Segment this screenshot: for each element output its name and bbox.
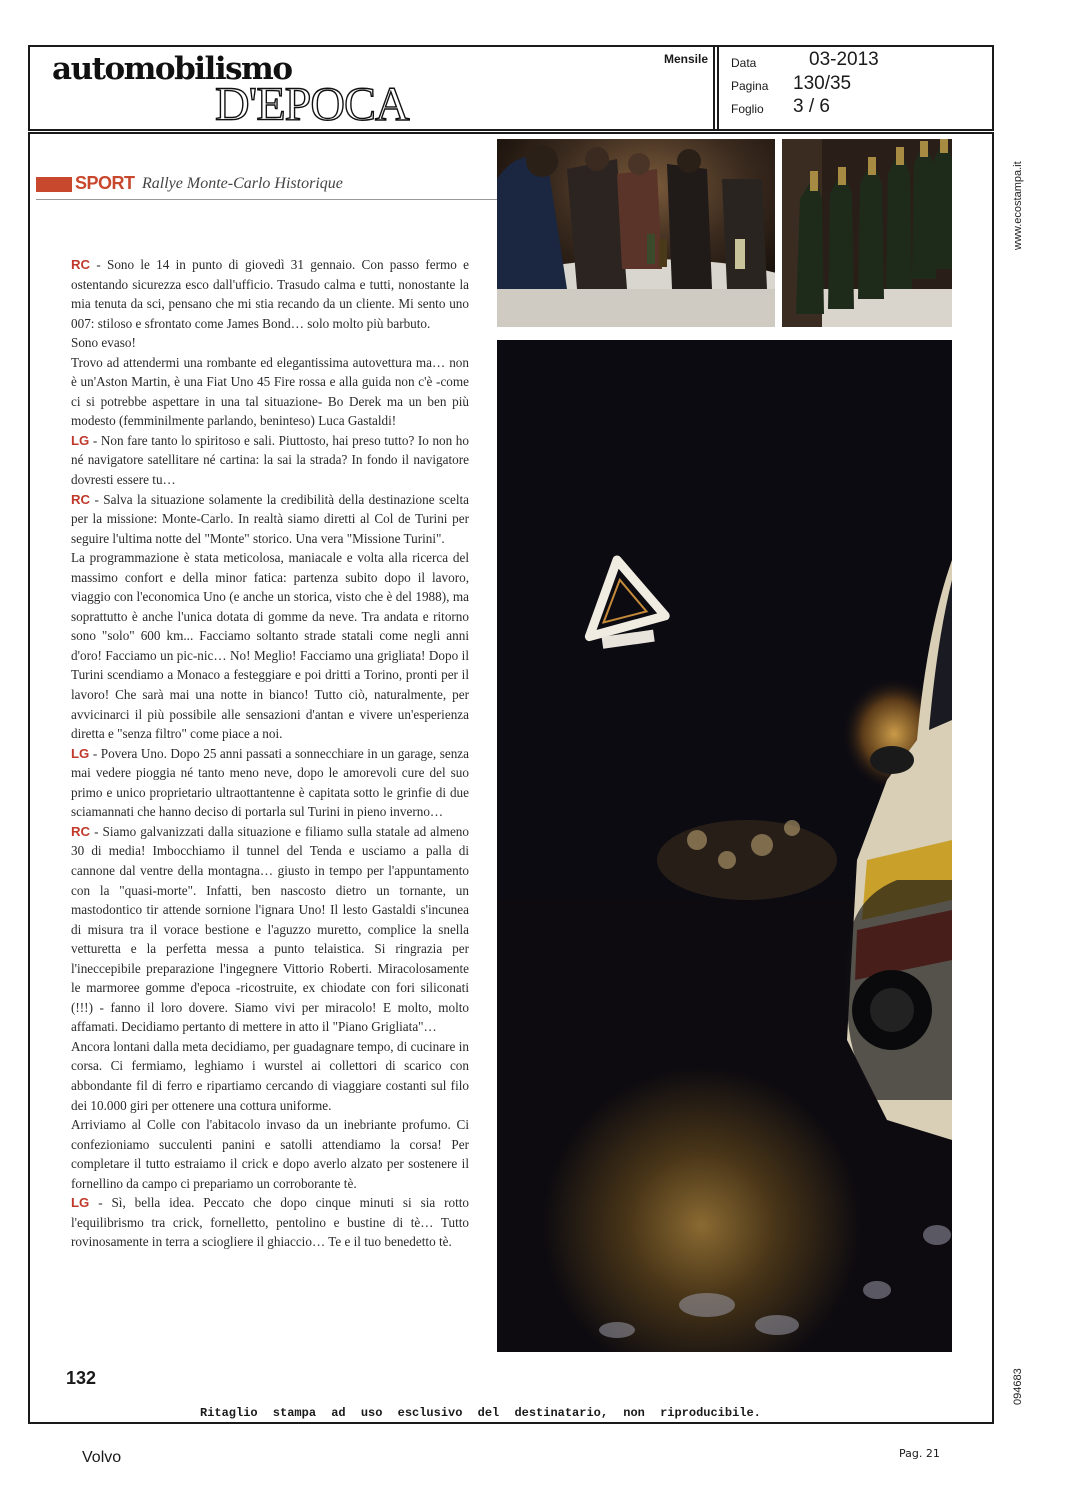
article-paragraph (71, 1193, 469, 1252)
pagina-label: Pagina (731, 79, 769, 93)
article-paragraph (71, 490, 469, 549)
article-paragraph (71, 333, 469, 353)
speaker-initials: LG (71, 745, 90, 761)
speaker-initials: LG (71, 432, 90, 448)
section-tag: SPORT (75, 173, 135, 193)
paragraph-text: Arriviamo al Colle con l'abitacolo invaso da un inebriante profumo. Ci confezioniamo succulenti panini e satolli attendiamo la corsa! Per completare il tutto estraiamo il crick e dopo averlo alzato per sostenere il fornellino da campo ci prepariamo un corroborante tè. (71, 1117, 469, 1191)
section-subtitle: Rallye Monte-Carlo Historique (142, 175, 343, 192)
footer-page: Pag. 21 (899, 1447, 940, 1460)
paragraph-text: - Non fare tanto lo spiritoso e sali. Piuttosto, hai preso tutto? Io non ho né navigatore satellitare né cartina: la sai la strada? In fondo il navigatore dovresti essere tu… (71, 432, 469, 488)
speaker-initials: RC (71, 823, 91, 839)
magazine-logo-top: automobilismo (52, 51, 292, 87)
paragraph-text: - Siamo galvanizzati dalla situazione e filiamo sulla statale ad almeno 30 di media! Imbocchiamo il tunnel del Tenda e usciamo a palla di cannone dal ventre della montagna… giusto in tempo per l'appuntamento con la "quasi-morte". Infatti, ben nascosto dietro un tornante, un mastodontico tir attende sornione l'ignara Uno! Il lesto Gastaldi s'incunea di misura tra il vorace bestione e l'aguzzo muretto, complice la snella vetturetta e la perfetta messa a punto telaistica. Si ringrazia per l'ineccepibile preparazione l'ingegnere Vittorio Roberti. Miracolosamente le marmoree gomme d'epoca -ricostruite, ex chiodate con fori siliconati (!!!) - fanno il loro dovere. Siamo vivi per miracolo! E molto, molto affamati. Decidiamo pertanto di mettere in atto il "Piano Grigliata"… (71, 823, 469, 1035)
article-paragraph (71, 353, 469, 431)
paragraph-text: - Povera Uno. Dopo 25 anni passati a sonnecchiare in un garage, senza mai vedere pioggia né tanto meno neve, dopo le amorevoli cure del suo primo e unico proprietario ultraottantenne è capitata sotto le grinfie di due sciamannati che hanno deciso di portarla sul Turini in pieno inverno… (71, 745, 469, 820)
speaker-initials: RC (71, 257, 91, 272)
article-paragraph (71, 1115, 469, 1193)
photo-champagne (782, 139, 952, 327)
foglio-label: Foglio (731, 102, 764, 116)
speaker-initials: LG (71, 1195, 90, 1211)
masthead-divider (713, 47, 715, 129)
paragraph-text: Trovo ad attendermi una rombante ed elegantissima autovettura ma… non è un'Aston Martin, è una Fiat Uno 45 Fire rossa e alla guida non c'è -come ci si potrebbe aspettare in una tal situazione- Bo Derek ma un ben più modesto (femminilmente parlando, beninteso) Luca Gastaldi! (71, 354, 469, 429)
paragraph-text: - Salva la situazione solamente la credibilità della destinazione scelta per la missione: Monte-Carlo. In realtà siamo diretti al Col de Turini per seguire l'ultima notte del "Monte" storico. Una vera "Missione Turini". (71, 491, 469, 546)
speaker-initials: RC (71, 491, 91, 507)
paragraph-text: La programmazione è stata meticolosa, maniacale e volta alla ricerca del massimo confort e della minor fatica: partenza subito dopo il lavoro, viaggio con l'economica Uno (e anche un storica, visto che è del 1988), ma soprattutto è anche l'unica dotata di gomme da neve. Tra andata e ritorno sono "solo" 600 km... Facciamo soltanto strade statali come negli anni d'oro! Facciamo un pic-nic… No! Meglio! Facciamo una grigliata! Dopo il Turini scendiamo a Monaco a festeggiare e poi dritti a Torino, pronti per il lavoro! Che sarà mai una notte in bianco! Tutto ciò, naturalmente, per avvicinarci il più possibile alle sensazioni d'antan e vivere un'esperienza diretta e "senza filtro" come piace a noi. (71, 550, 469, 742)
page-number: 132 (66, 1368, 97, 1388)
frequency-label: Mensile (664, 52, 709, 66)
article-paragraph (71, 255, 469, 333)
article-paragraph (71, 822, 469, 1037)
side-code: 094683 (1012, 1368, 1024, 1405)
article-paragraph (71, 744, 469, 822)
section-rule (36, 199, 498, 200)
magazine-logo-bottom: D'EPOCA (215, 78, 409, 131)
article-body (71, 255, 469, 1252)
article-paragraph (71, 431, 469, 490)
foglio-value: 3 / 6 (793, 96, 830, 117)
data-label: Data (731, 56, 757, 70)
footer-client: Volvo (82, 1449, 122, 1466)
masthead-divider (717, 47, 719, 129)
paragraph-text: Ancora lontani dalla meta decidiamo, per guadagnare tempo, di cucinare in corsa. Ci fermiamo, leghiamo i wurstel ai collettori di scarico con abbondante fil di ferro e ripartiamo cercando di viaggiare costanti sul filo dei 10.000 giri per ottenere una cottura uniforme. (71, 1038, 469, 1113)
photo-crowd (497, 139, 775, 327)
data-value: 03-2013 (809, 49, 879, 70)
article-paragraph (71, 548, 469, 743)
paragraph-text: Sono evaso! (71, 335, 136, 351)
pagina-value: 130/35 (793, 73, 852, 94)
paragraph-text: - Sono le 14 in punto di giovedì 31 gennaio. Con passo fermo e ostentando sicurezza esco dall'ufficio. Trasudo calma e tutti, nonostante la mia tenuta da sci, pensano che mi stia recando da un cliente. Mi sento uno 007: stiloso e sfrontato come James Bond… solo molto più barbuto. (71, 257, 469, 331)
clipping-notice: Ritaglio stampa ad uso esclusivo del destinatario, non riproducibile. (200, 1406, 761, 1420)
section-accent-bar (36, 177, 72, 192)
photo-night-rally (497, 340, 952, 1352)
masthead-frame (28, 45, 994, 131)
side-url: www.ecostampa.it (1012, 161, 1024, 250)
article-paragraph (71, 1037, 469, 1115)
paragraph-text: - Sì, bella idea. Peccato che dopo cinque minuti si sia rotto l'equilibrismo tra crick, fornelletto, pentolino e bustine di tè… Tutto rovinosamente in terra a sciogliere il ghiaccio… Te e il tuo benedetto tè. (71, 1195, 469, 1250)
